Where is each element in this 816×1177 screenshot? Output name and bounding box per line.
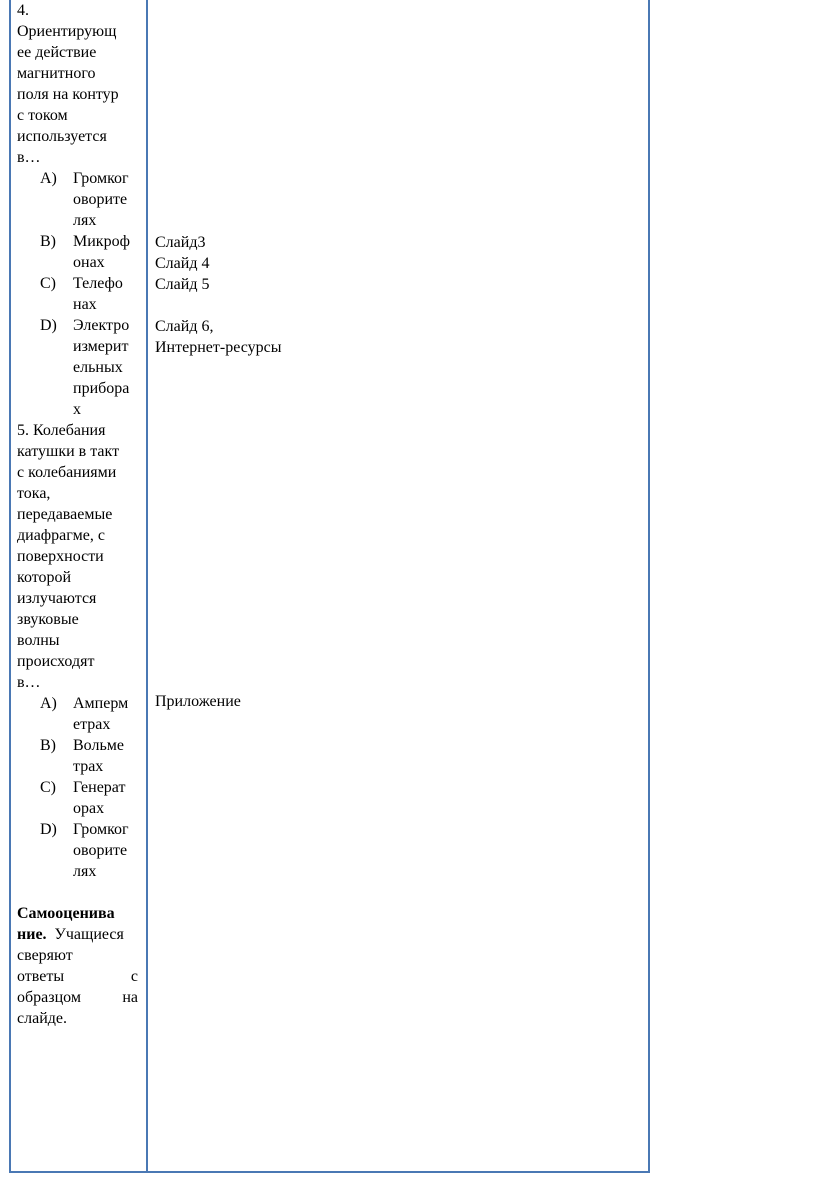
q5-line: тока, [17, 485, 51, 502]
resources-slide-6 [155, 316, 281, 358]
self-assessment-word: на [122, 989, 138, 1006]
q5-line: в… [17, 674, 41, 691]
q4-line: магнитного [17, 65, 96, 82]
option-text: Телефо [73, 275, 123, 292]
option-label: B) [40, 233, 56, 250]
option-label: C) [40, 779, 56, 796]
resources-slides-3-5 [155, 232, 209, 295]
question-4 [17, 0, 141, 420]
option-text: Микроф [73, 233, 130, 250]
resource-appendix: Приложение [155, 693, 241, 710]
q5-option-b [17, 735, 140, 777]
q4-line: используется [17, 128, 107, 145]
option-text: орах [73, 800, 105, 817]
q5-option-c [17, 777, 140, 819]
option-text: Громког [73, 821, 129, 838]
resource-slide-4: Слайд 4 [155, 255, 210, 272]
option-text: лях [73, 863, 97, 880]
option-text: оворите [73, 842, 128, 859]
option-text: етрах [73, 716, 111, 733]
option-text: Генерат [73, 779, 126, 796]
option-text: онах [73, 254, 105, 271]
option-label: C) [40, 275, 56, 292]
resource-slide-6: Слайд 6, [155, 318, 214, 335]
self-assessment [17, 903, 141, 1029]
q5-line: происходят [17, 653, 95, 670]
option-text: оворите [73, 191, 128, 208]
self-assessment-line-4 [17, 966, 138, 987]
q5-option-a [17, 693, 140, 735]
self-assessment-line-2 [17, 924, 141, 945]
option-label: A) [40, 695, 57, 712]
q5-line: звуковые [17, 611, 79, 628]
option-text: лях [73, 212, 97, 229]
document-table [9, 0, 650, 1173]
q5-line: диафрагме, с [17, 527, 105, 544]
option-text: прибора [73, 380, 130, 397]
self-assessment-heading: Самооценива [17, 905, 115, 922]
q4-option-c [17, 273, 140, 315]
self-assessment-line-3: сверяют [17, 947, 73, 964]
option-text: трах [73, 758, 104, 775]
q5-line: волны [17, 632, 60, 649]
q5-line: передаваемые [17, 506, 113, 523]
option-label: D) [40, 317, 57, 334]
self-assessment-line-1 [17, 903, 141, 924]
option-text: Электро [73, 317, 130, 334]
option-text: Вольме [73, 737, 124, 754]
self-assessment-line-6: слайде. [17, 1010, 67, 1027]
self-assessment-word: ответы [17, 968, 65, 985]
self-assessment-line-5 [17, 987, 138, 1008]
content-column [17, 0, 141, 1029]
option-text: ельных [73, 359, 123, 376]
option-text: измерит [73, 338, 129, 355]
q5-line: которой [17, 569, 72, 586]
option-label: D) [40, 821, 57, 838]
column-divider [146, 0, 148, 1171]
option-text: х [73, 401, 81, 418]
q4-line: с током [17, 107, 68, 124]
option-text: Громког [73, 170, 129, 187]
q4-line: 4. [17, 2, 29, 19]
self-assessment-word: образцом [17, 989, 81, 1006]
self-assessment-word: с [130, 968, 138, 985]
q5-line: излучаются [17, 590, 97, 607]
resources-appendix [155, 691, 241, 712]
q4-line: Ориентирующ [17, 23, 117, 40]
q4-option-b [17, 231, 140, 273]
option-text: нах [73, 296, 97, 313]
resource-slide-5: Слайд 5 [155, 276, 210, 293]
q4-line: в… [17, 149, 41, 166]
resource-slide-3: Слайд3 [155, 234, 206, 251]
option-text: Амперм [73, 695, 129, 712]
self-assessment-text: Учащиеся [54, 926, 124, 943]
q4-line: ее действие [17, 44, 97, 61]
q5-line: катушки в такт [17, 443, 120, 460]
option-label: A) [40, 170, 57, 187]
option-label: B) [40, 737, 56, 754]
q4-line: поля на контур [17, 86, 119, 103]
self-assessment-heading-end: ние. [17, 926, 47, 943]
resource-internet: Интернет-ресурсы [155, 339, 282, 356]
q5-line: с колебаниями [17, 464, 117, 481]
q5-line: поверхности [17, 548, 104, 565]
question-5 [17, 420, 141, 882]
q5-line: 5. Колебания [17, 422, 106, 439]
q4-option-a [17, 168, 140, 231]
q4-option-d [17, 315, 140, 420]
q5-option-d [17, 819, 140, 882]
